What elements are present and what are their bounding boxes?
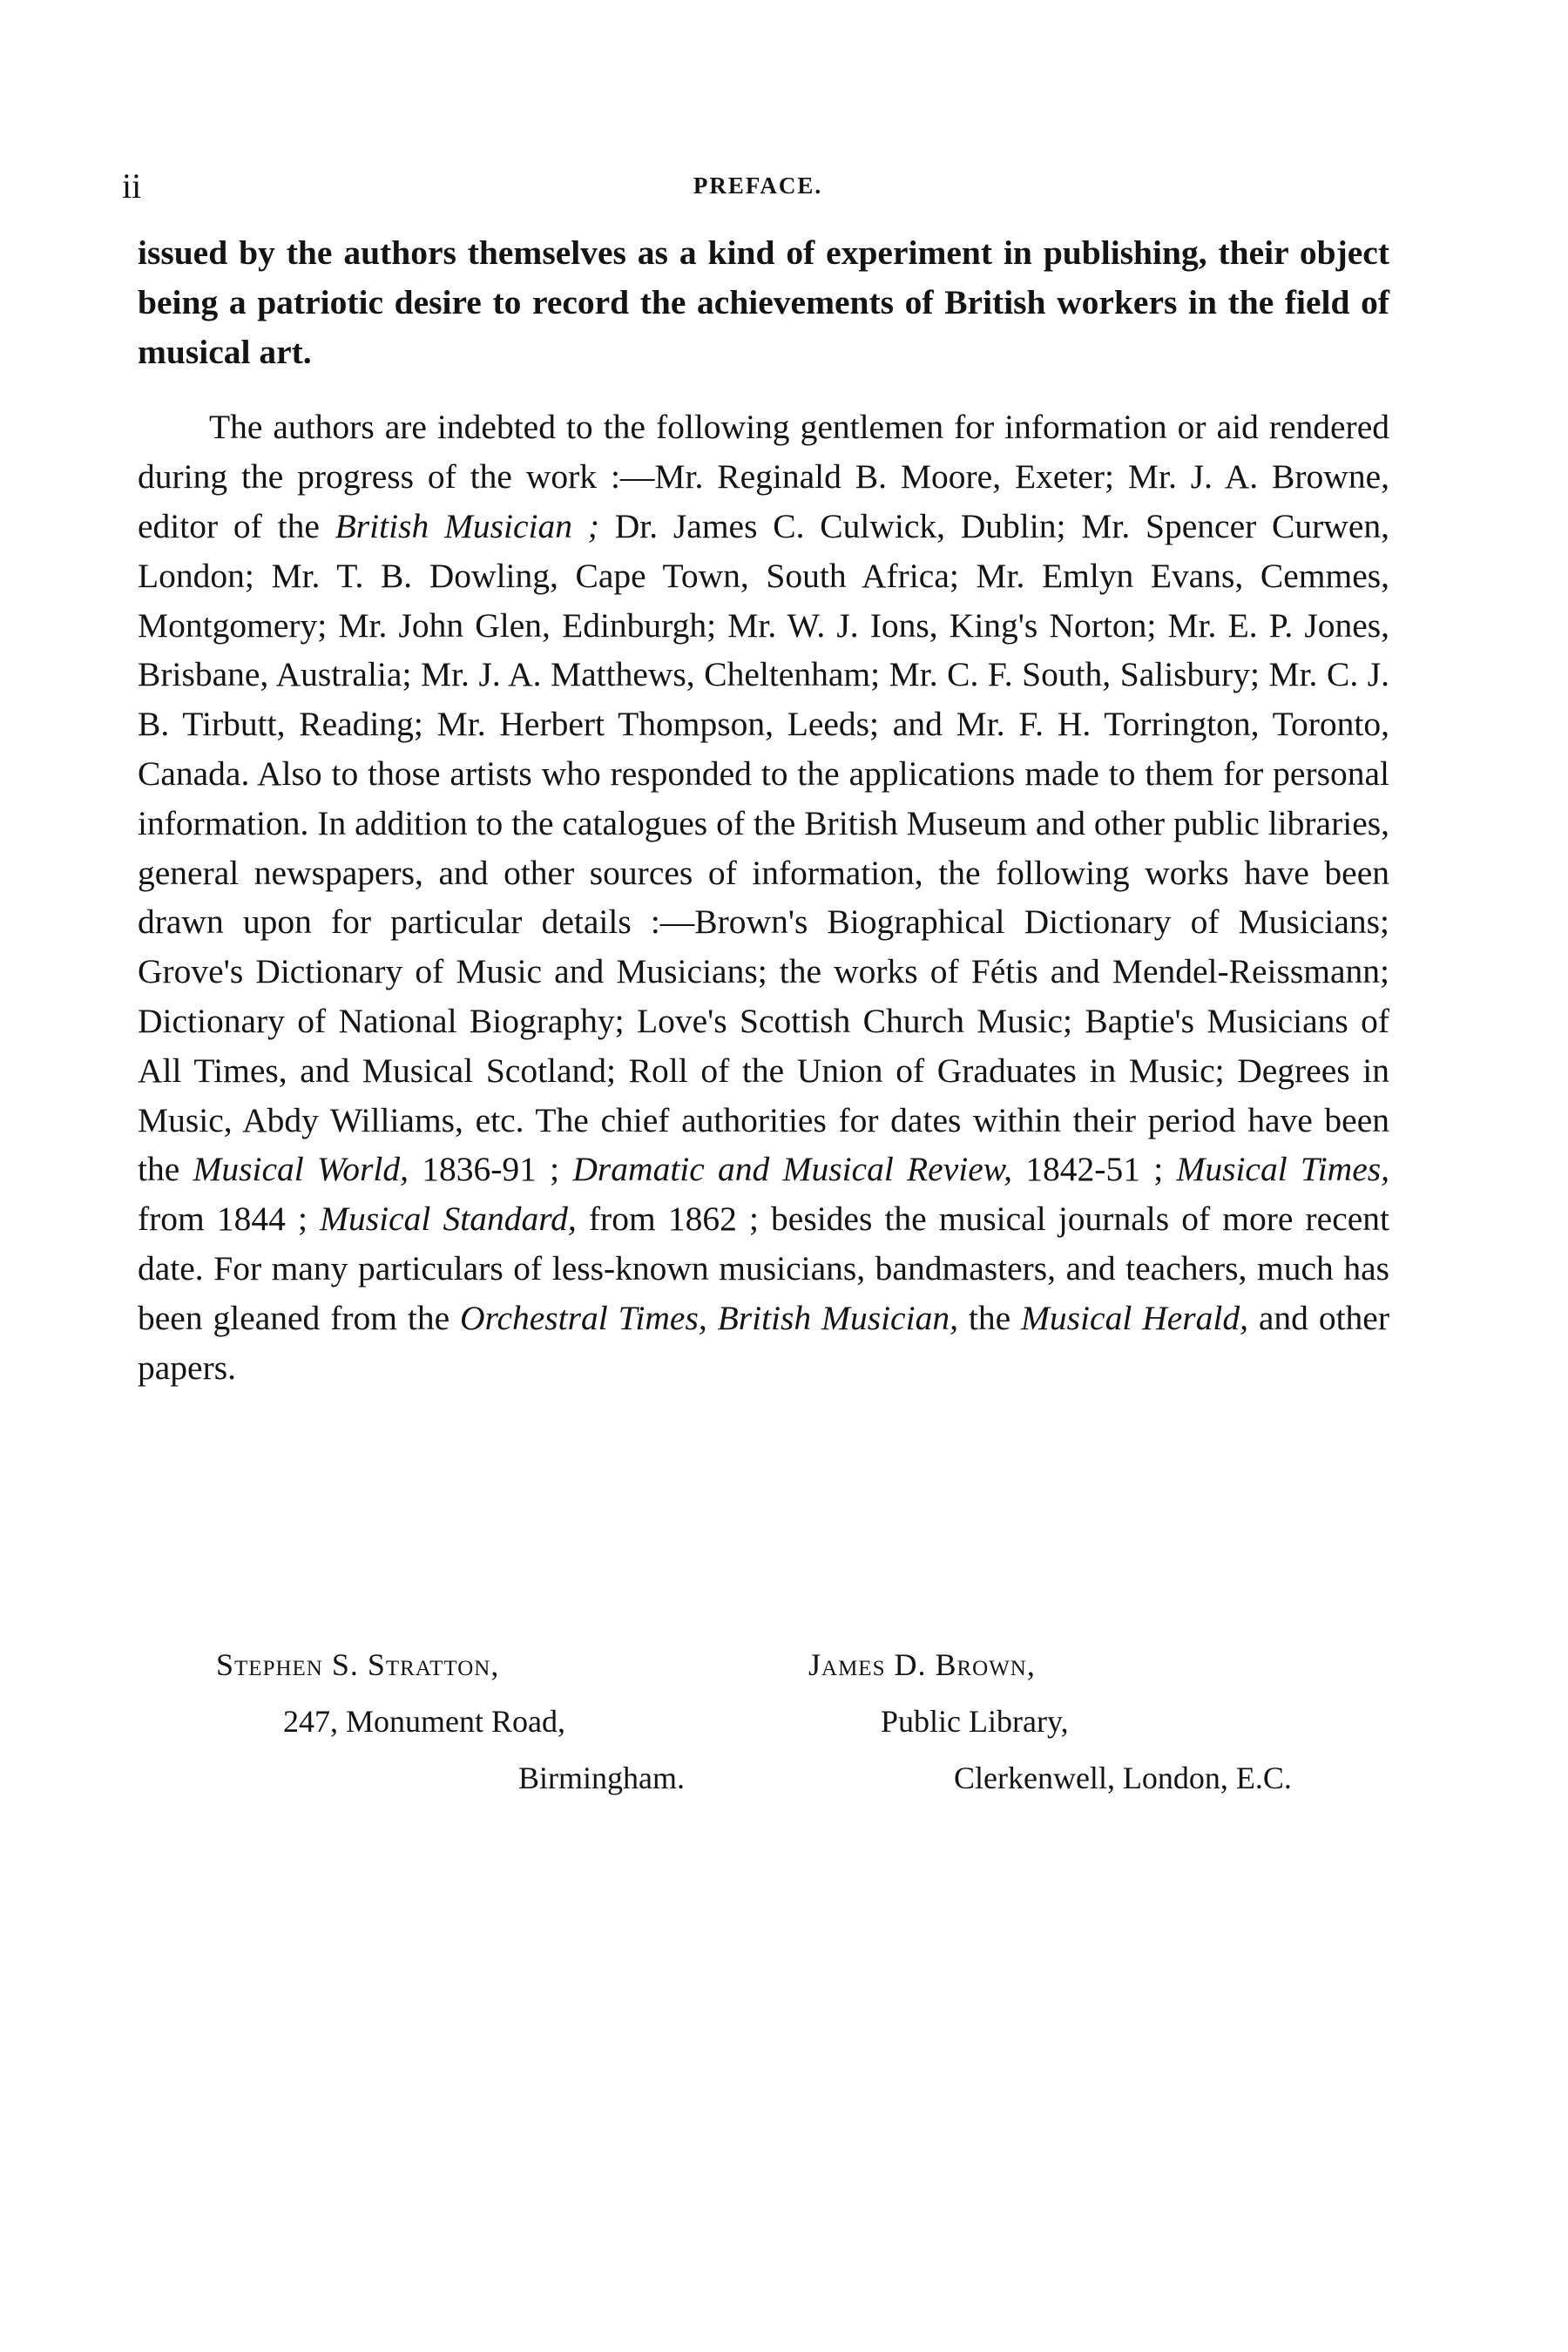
p2-italic-dramatic-review: Dramatic and Musical Review,	[572, 1150, 1013, 1189]
paragraph-1: issued by the authors themselves as a kind of experiment in publishing, their object being a patriotic desire to record the achievements of British workers in the field of musical art.	[138, 233, 1389, 371]
left-signature-city: Birmingham.	[518, 1761, 685, 1795]
p2-text-3: 1836-91 ;	[409, 1150, 573, 1189]
p2-text-1: The authors are indebted to the following gentlemen for information or aid rendered during the progress of the work :—Mr. Reginald B. Moore, Exeter; Mr. J. A. Browne, editor of the	[138, 408, 1389, 545]
left-signature-name: Stephen S. Stratton,	[216, 1647, 500, 1682]
paragraph-2	[138, 402, 1389, 1392]
p2-text-8: and other papers.	[138, 1298, 1389, 1387]
p2-text-4: 1842-51 ;	[1012, 1150, 1177, 1189]
right-signature-name: James D. Brown,	[808, 1647, 1036, 1682]
p2-italic-musical-world: Musical World,	[193, 1150, 409, 1189]
right-signature-address: Public Library,	[881, 1704, 1069, 1739]
p2-text-6: from 1862 ; besides the musical journals of more recent date. For many particulars of less-known musicians, bandmasters, and teachers, much has been gleaned from the	[138, 1200, 1389, 1337]
page-header	[122, 166, 1394, 209]
p2-italic-orchestral-times: Orchestral Times, British Musician,	[460, 1298, 958, 1337]
p2-text-7: the	[957, 1298, 1022, 1337]
page-number: ii	[122, 166, 142, 206]
running-title: PREFACE.	[693, 172, 823, 199]
preface-body	[138, 228, 1389, 1392]
p2-text-2: Dr. James C. Culwick, Dublin; Mr. Spencer Curwen, London; Mr. T. B. Dowling, Cape Town, South Africa; Mr. Emlyn Evans, Cemmes, Montgomery; Mr. John Glen, Edinburgh; Mr. W. J. Ions, King's Norton; Mr. E. P. Jones, Brisbane, Australia; Mr. J. A. Matthews, Cheltenham; Mr. C. F. South, Salisbury; Mr. C. J. B. Tirbutt, Reading; Mr. Herbert Thompson, Leeds; and Mr. F. H. Torrington, Toronto, Canada. Also to those artists who responded to the applications made to them for personal information. In addition to the catalogues of the British Museum and other public libraries, general newspapers, and other sources of information, the following works have been drawn upon for particular details :—Brown's Biographical Dictionary of Musicians; Grove's Dictionary of Music and Musicians; the works of Fétis and Mendel-Reissmann; Dictionary of National Biography; Love's Scottish Church Music; Baptie's Musicians of All Times, and Musical Scotland; Roll of the Union of Graduates in Music; Degrees in Music, Abdy Williams, etc. The chief authorities for dates within their period have been the	[138, 506, 1389, 1189]
p2-text-5: from 1844 ;	[138, 1200, 321, 1239]
p2-italic-musical-times: Musical Times,	[1176, 1150, 1389, 1189]
p2-italic-musical-standard: Musical Standard,	[320, 1200, 577, 1239]
right-signature-city: Clerkenwell, London, E.C.	[954, 1761, 1292, 1795]
p2-italic-musical-herald: Musical Herald,	[1021, 1298, 1248, 1337]
left-signature-address: 247, Monument Road,	[283, 1704, 565, 1739]
p2-italic-british-musician: British Musician ;	[335, 506, 599, 545]
